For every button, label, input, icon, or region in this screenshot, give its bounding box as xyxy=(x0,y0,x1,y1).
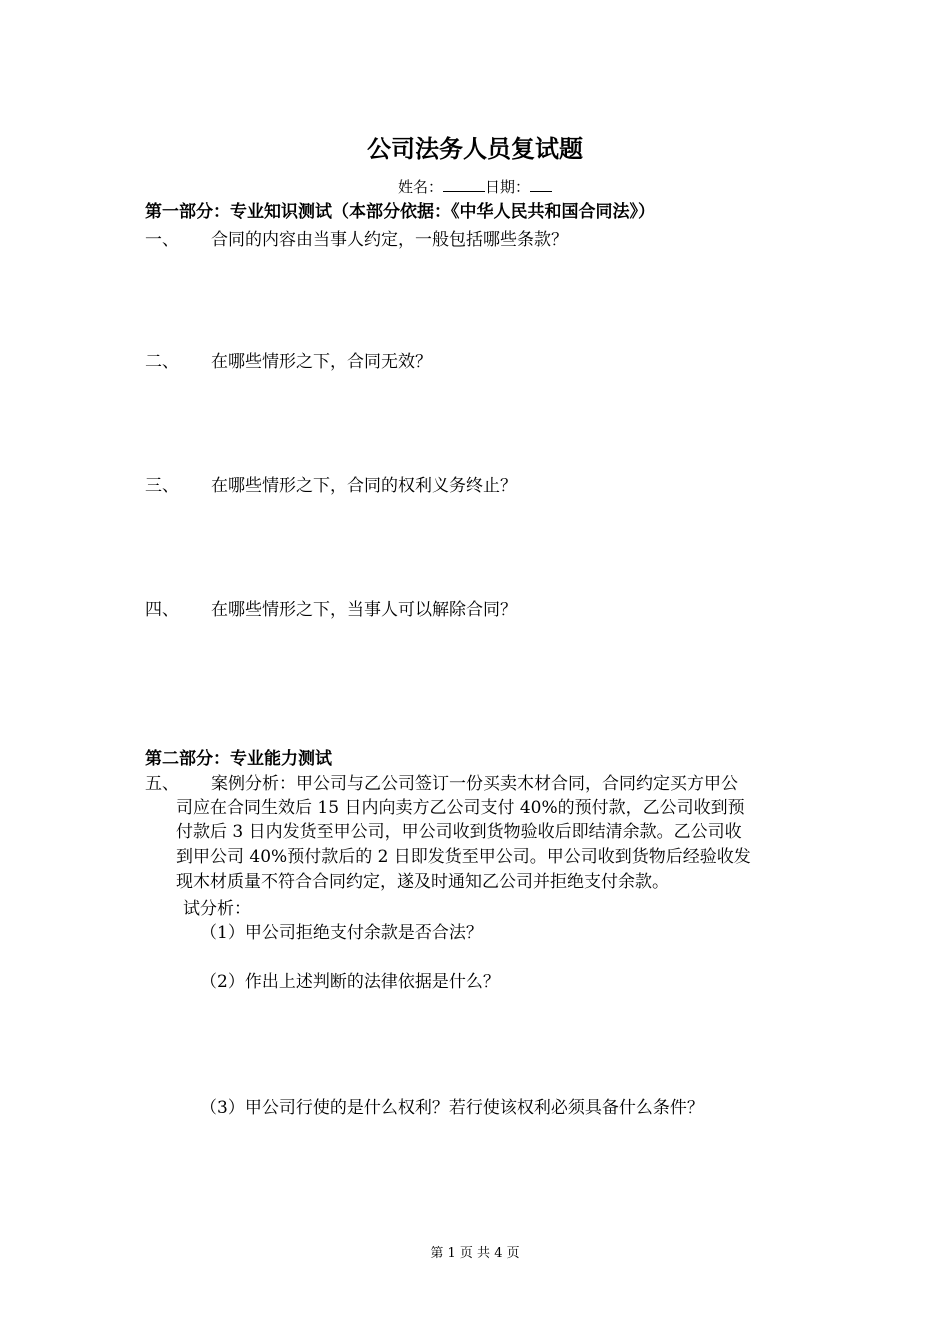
question-number: 一、 xyxy=(145,230,179,250)
question-4 xyxy=(145,598,517,622)
question-text: 在哪些情形之下，合同的权利义务终止？ xyxy=(211,476,517,496)
case-line-1 xyxy=(145,772,738,796)
question-number: 二、 xyxy=(145,352,179,372)
case-line-2: 司应在合同生效后 15 日内向卖方乙公司支付 40%的预付款，乙公司收到预 xyxy=(176,798,745,818)
case-line-4: 到甲公司 40%预付款后的 2 日即发货至甲公司。甲公司收到货物后经验收发 xyxy=(176,847,751,867)
subquestion-2: （2）作出上述判断的法律依据是什么？ xyxy=(200,972,500,992)
name-label: 姓名： xyxy=(397,178,443,196)
case-text-line: 案例分析：甲公司与乙公司签订一份买卖木材合同，合同约定买方甲公 xyxy=(211,774,738,794)
page-footer: 第 1 页 共 4 页 xyxy=(430,1246,520,1261)
date-label: 日期： xyxy=(485,178,531,196)
question-number: 四、 xyxy=(145,600,179,620)
question-number: 五、 xyxy=(145,774,179,794)
question-text: 合同的内容由当事人约定，一般包括哪些条款？ xyxy=(211,230,568,250)
question-1 xyxy=(145,228,568,252)
subquestion-1: （1）甲公司拒绝支付余款是否合法？ xyxy=(200,923,483,943)
question-3 xyxy=(145,474,517,498)
question-2 xyxy=(145,350,432,374)
question-number: 三、 xyxy=(145,476,179,496)
part2-heading: 第二部分：专业能力测试 xyxy=(145,749,332,769)
analysis-prompt: 试分析： xyxy=(183,899,251,919)
name-blank xyxy=(443,177,485,192)
question-text: 在哪些情形之下，当事人可以解除合同？ xyxy=(211,600,517,620)
part1-heading: 第一部分：专业知识测试（本部分依据：《中华人民共和国合同法》） xyxy=(145,202,655,222)
page-title: 公司法务人员复试题 xyxy=(367,134,583,163)
case-line-5: 现木材质量不符合合同约定，遂及时通知乙公司并拒绝支付余款。 xyxy=(176,872,669,892)
date-blank xyxy=(530,177,552,192)
subquestion-3: （3）甲公司行使的是什么权利？若行使该权利必须具备什么条件？ xyxy=(200,1098,704,1118)
question-text: 在哪些情形之下，合同无效？ xyxy=(211,352,432,372)
name-date-line xyxy=(0,177,950,197)
case-line-3: 付款后 3 日内发货至甲公司，甲公司收到货物验收后即结清余款。乙公司收 xyxy=(176,822,742,842)
